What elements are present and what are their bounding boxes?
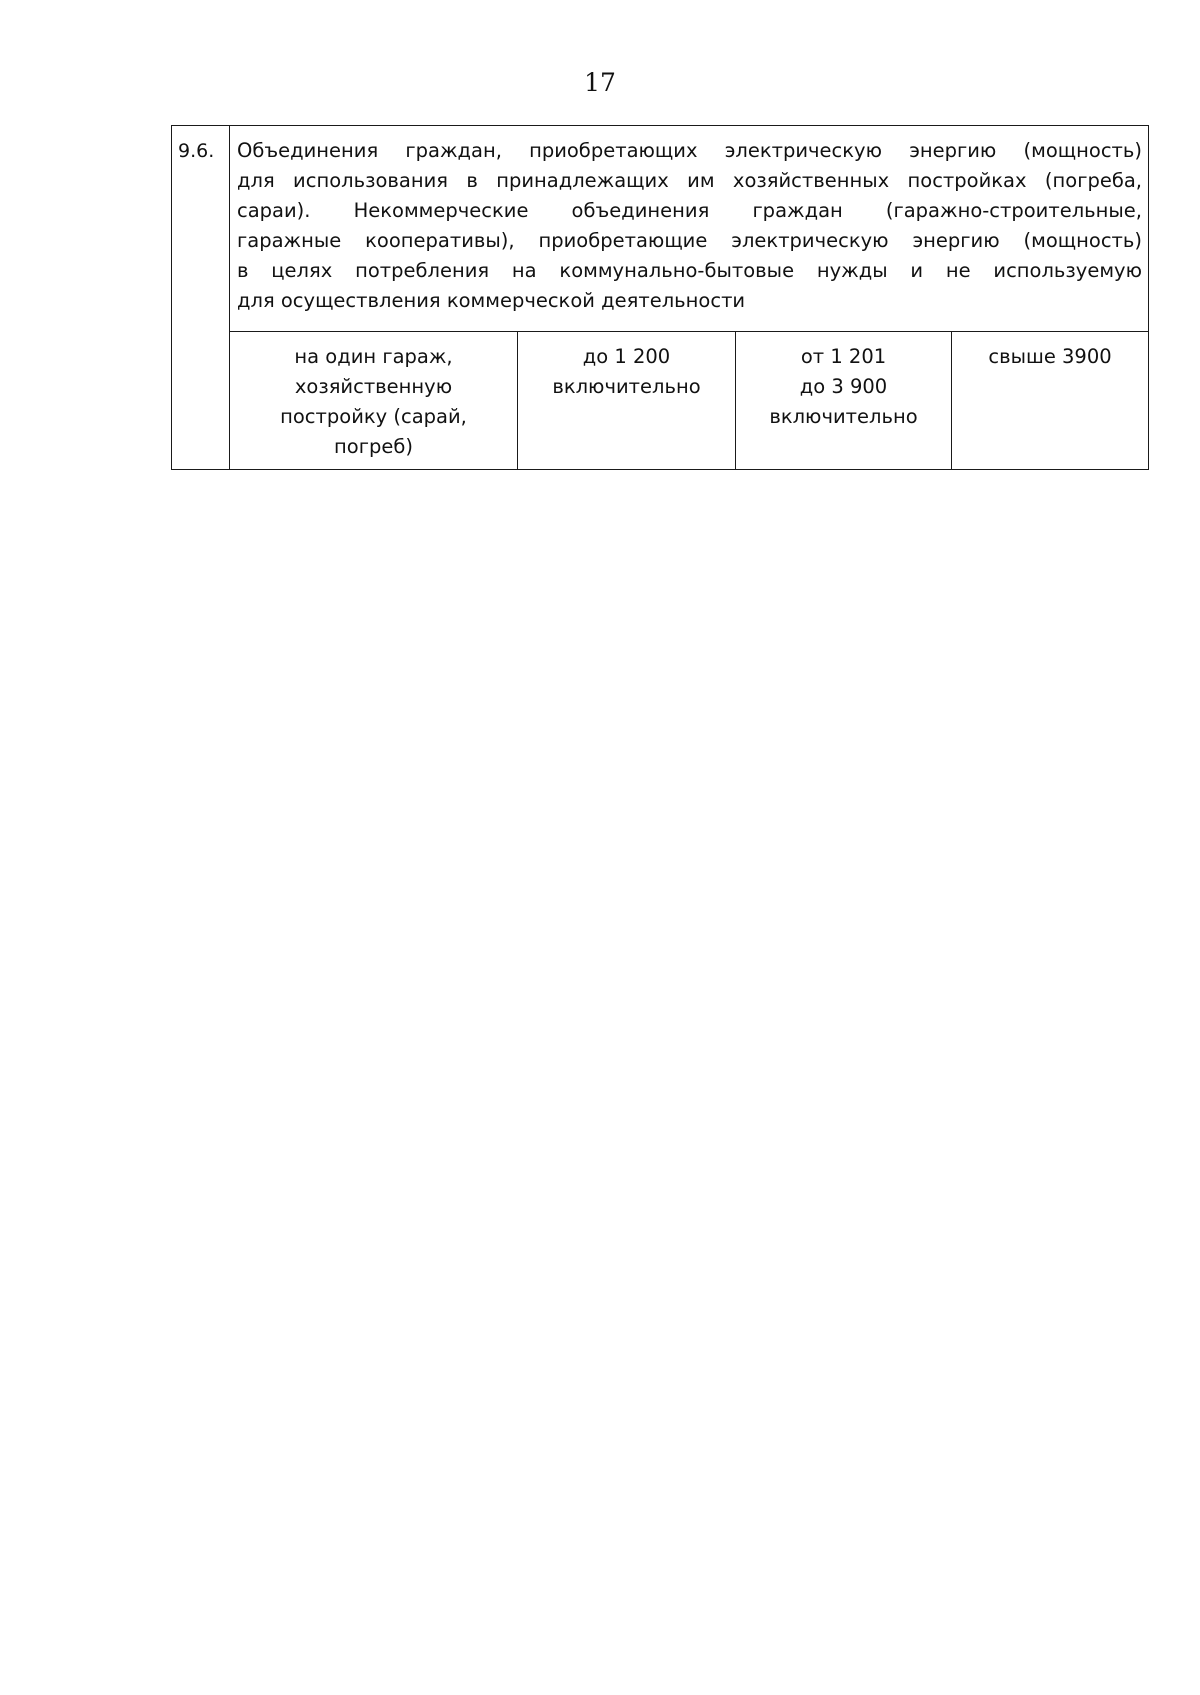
unit-line: на один гараж, xyxy=(294,345,453,368)
description-line: сараи). Некоммерческие объединения граждан (гаражно-строительные, xyxy=(237,199,1142,222)
volume-range-row xyxy=(230,332,1148,469)
unit-line: хозяйственную xyxy=(294,375,453,398)
description-line: гаражные кооперативы), приобретающие электрическую энергию (мощность) xyxy=(237,229,1142,252)
range-cell-3 xyxy=(952,332,1148,469)
range-line: от 1 201 xyxy=(800,345,887,368)
range-cell-2 xyxy=(736,332,952,469)
description-line: в целях потребления на коммунально-бытовые нужды и не используемую xyxy=(237,259,1142,282)
range-line: до 3 900 xyxy=(799,375,888,398)
description-line: Объединения граждан, приобретающих электрическую энергию (мощность) xyxy=(237,139,1142,162)
page-number: 17 xyxy=(584,68,616,97)
description-line: для использования в принадлежащих им хозяйственных постройках (погреба, xyxy=(237,169,1142,192)
unit-cell xyxy=(230,332,518,469)
range-line: включительно xyxy=(552,375,701,398)
tariff-table xyxy=(171,125,1149,470)
range-line: включительно xyxy=(769,405,918,428)
item-number-cell xyxy=(172,126,230,469)
range-cell-1 xyxy=(518,332,736,469)
range-line: свыше 3900 xyxy=(988,345,1112,368)
unit-line: постройку (сарай, xyxy=(280,405,467,428)
item-number: 9.6. xyxy=(178,140,215,162)
description-cell xyxy=(230,126,1148,332)
range-line: до 1 200 xyxy=(582,345,671,368)
unit-line: погреб) xyxy=(334,435,413,458)
description-line: для осуществления коммерческой деятельности xyxy=(237,289,746,312)
